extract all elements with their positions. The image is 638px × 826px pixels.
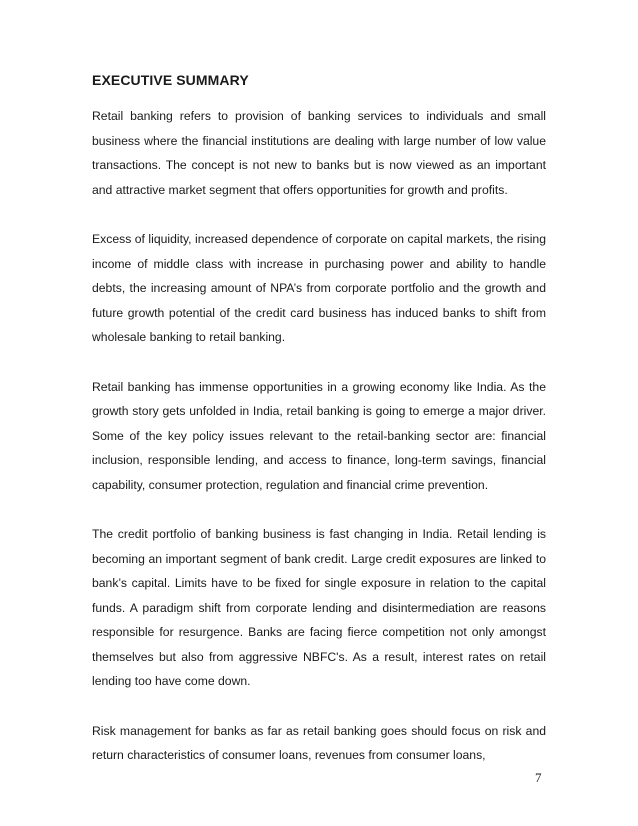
paragraph-4: The credit portfolio of banking business is fast changing in India. Retail lending is becoming an important segment of bank credit. Large credit exposures are linked to bank’s capital. Limits have to be fixed for single exposure in relation to the capital funds. A paradigm shift from corporate lending and disintermediation are reasons responsible for resurgence. Banks are facing fierce competition not only amongst themselves but also from aggressive NBFC's. As a result, interest rates on retail lending too have come down.	[92, 527, 546, 688]
paragraph-5: Risk management for banks as far as retail banking goes should focus on risk and return characteristics of consumer loans, revenues from consumer loans,	[92, 723, 546, 762]
paragraph-3: Retail banking has immense opportunities in a growing economy like India. As the growth story gets unfolded in India, retail banking is going to emerge a major driver. Some of the key policy issues relevant to the retail-banking sector are: financial inclusion, responsible lending, and access to finance, long-term savings, financial capability, consumer protection, regulation and financial crime prevention.	[92, 379, 546, 492]
page-number: 7	[535, 770, 542, 785]
section-heading: EXECUTIVE SUMMARY	[92, 72, 249, 88]
paragraph-2: Excess of liquidity, increased dependence of corporate on capital markets, the rising income of middle class with increase in purchasing power and ability to handle debts, the increasing amount of NPA’s from corporate portfolio and the growth and future growth potential of the credit card business has induced banks to shift from wholesale banking to retail banking.	[92, 232, 546, 344]
paragraph-1: Retail banking refers to provision of banking services to individuals and small business where the financial institutions are dealing with large number of low value transactions. The concept is not new to banks but is now viewed as an important and attractive market segment that offers opportunities for growth and profits.	[92, 109, 546, 197]
document-body	[92, 104, 546, 793]
